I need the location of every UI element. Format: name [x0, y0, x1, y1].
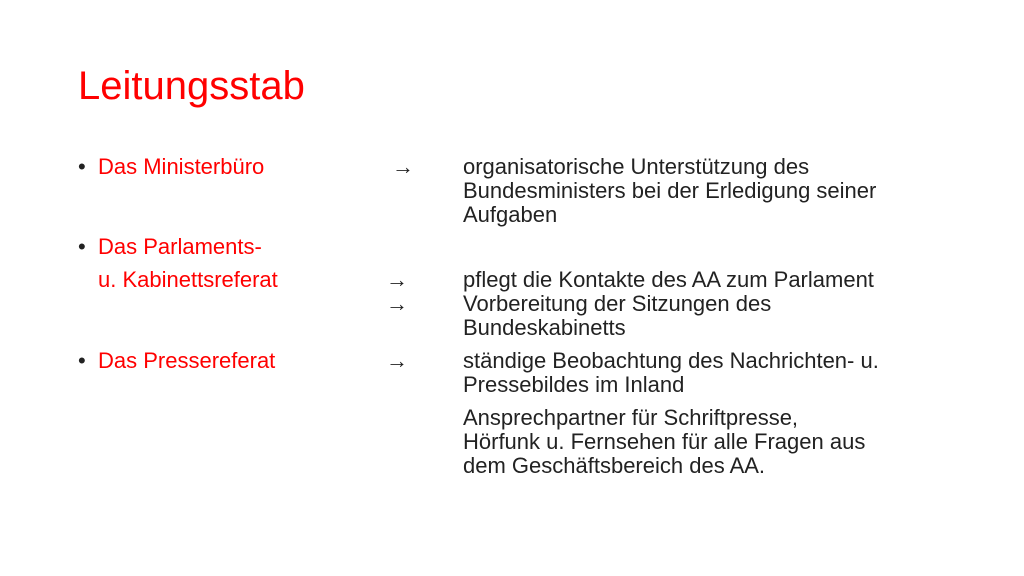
item-desc-line: Bundesministers bei der Erledigung seiner: [463, 178, 877, 203]
item-desc-line: Vorbereitung der Sitzungen des: [463, 291, 772, 316]
item-desc-line: pflegt die Kontakte des AA zum Parlament: [463, 267, 874, 292]
slide-title: Leitungsstab: [78, 64, 305, 108]
bullet-icon: •: [78, 234, 86, 259]
item-desc-line: Ansprechpartner für Schriftpresse,: [463, 405, 799, 430]
arrow-right-icon: →: [386, 291, 408, 316]
item-desc-line: ständige Beobachtung des Nachrichten- u.: [463, 348, 879, 373]
bullet-icon: •: [78, 348, 86, 373]
item-label-pressereferat: Das Pressereferat: [98, 348, 276, 373]
item-label-ministerbuero: Das Ministerbüro: [98, 154, 265, 179]
item-desc-line: organisatorische Unterstützung des: [463, 154, 810, 179]
item-label-parlaments: Das Parlaments-: [98, 234, 262, 259]
item-desc-line: dem Geschäftsbereich des AA.: [463, 453, 766, 478]
bullet-icon: •: [78, 154, 86, 179]
arrow-right-icon: →: [386, 267, 408, 292]
arrow-right-icon: →: [392, 154, 414, 179]
item-desc-line: Pressebildes im Inland: [463, 372, 685, 397]
arrow-right-icon: →: [386, 348, 408, 373]
item-label-kabinettsreferat: u. Kabinettsreferat: [98, 267, 278, 292]
item-desc-line: Hörfunk u. Fernsehen für alle Fragen aus: [463, 429, 866, 454]
item-desc-line: Aufgaben: [463, 202, 558, 227]
item-desc-line: Bundeskabinetts: [463, 315, 626, 340]
